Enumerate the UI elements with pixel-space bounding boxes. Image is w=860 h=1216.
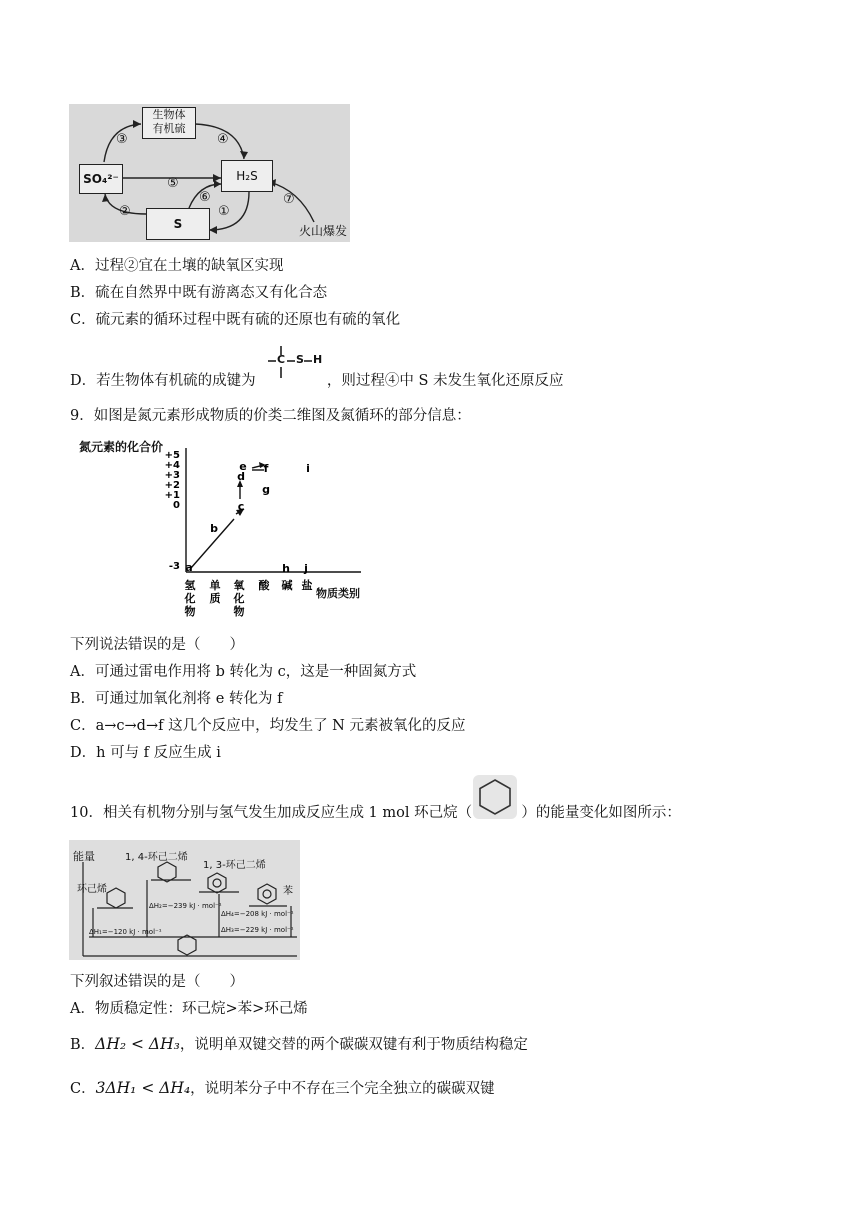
q9-option-a: A．可通过雷电作用将 b 转化为 c，这是一种固氮方式	[70, 664, 417, 680]
x-category-label: 化	[233, 592, 245, 605]
fig-benzene-label: 苯	[283, 886, 293, 897]
point-label-a: a	[185, 561, 193, 574]
y-tick-label: +4	[164, 460, 180, 471]
bio-box-line1: 生物体	[152, 108, 186, 121]
bio-box-line2: 有机硫	[152, 122, 186, 135]
point-label-h: h	[282, 562, 290, 575]
q10-stem-pre: 10．相关有机物分别与氢气发生加成反应生成 1 mol 环己烷（	[70, 805, 473, 821]
x-category-label: 物	[184, 605, 196, 618]
q10-option-b-text: ，说明单双键交替的两个碳碳双键有利于物质结构稳定	[179, 1037, 528, 1053]
q10-option-b	[70, 1034, 528, 1055]
x-category-label: 碱	[281, 579, 293, 592]
q10-option-c-label: C．	[70, 1081, 96, 1097]
q9-option-c: C．a→c→d→f 这几个反应中，均发生了 N 元素被氧化的反应	[70, 718, 466, 734]
q9-option-b: B．可通过加氧化剂将 e 转化为 f	[70, 691, 283, 707]
label-1: ①	[218, 204, 230, 219]
x-category-label: 物	[233, 605, 245, 618]
bond-s: S	[296, 353, 304, 366]
fig-dh2: ΔH₂=−239 kJ · mol⁻¹	[149, 902, 222, 910]
q10-option-b-math: ΔH₂ < ΔH₃	[95, 1035, 180, 1053]
label-3: ③	[116, 132, 128, 147]
energy-figure	[69, 840, 300, 960]
y-tick-label: +3	[164, 470, 180, 481]
label-2: ②	[119, 204, 131, 219]
nitrogen-valence-chart	[76, 432, 376, 627]
point-label-e: e	[239, 460, 247, 473]
sulfur-cycle-figure	[69, 104, 350, 242]
q9-prompt: 下列说法错误的是（ ）	[70, 637, 244, 653]
bond-h: H	[313, 353, 323, 366]
q10-prompt: 下列叙述错误的是（ ）	[70, 974, 244, 990]
q10-option-a: A．物质稳定性：环己烷>苯>环己烯	[70, 1001, 308, 1017]
bio-organic-sulfur-box	[142, 107, 196, 139]
y-tick-label: 0	[173, 500, 180, 511]
point-label-d: d	[237, 470, 245, 483]
fig-cyclohexene-label: 环己烯	[77, 884, 107, 895]
point-label-b: b	[210, 522, 218, 535]
x-category-label: 化	[184, 592, 196, 605]
q8-option-b: B．硫在自然界中既有游离态又有化合态	[70, 285, 328, 301]
point-label-g: g	[262, 483, 270, 496]
x-category-label: 酸	[258, 579, 270, 592]
y-tick-label: +5	[164, 450, 180, 461]
y-tick-label: +1	[164, 490, 180, 501]
q9-stem: 9．如图是氮元素形成物质的价类二维图及氮循环的部分信息：	[70, 408, 471, 424]
point-label-j: j	[304, 562, 308, 575]
sulfur-box: S	[146, 208, 210, 240]
label-4: ④	[217, 132, 229, 147]
q10-option-b-label: B．	[70, 1037, 96, 1053]
y-tick-label: -3	[168, 561, 180, 572]
x-category-label: 氧	[233, 579, 245, 592]
volcano-label: 火山爆发	[299, 224, 348, 238]
fig-dh1: ΔH₁=−120 kJ · mol⁻¹	[89, 928, 162, 936]
x-category-label: 盐	[301, 579, 313, 592]
q10-option-c-math: 3ΔH₁ < ΔH₄	[95, 1079, 191, 1097]
bond-c: C	[277, 353, 286, 366]
point-label-f: f	[263, 462, 269, 475]
chart-ylabel: 氮元素的化合价	[79, 440, 164, 454]
y-tick-label: +2	[164, 480, 180, 491]
x-category-label: 单	[209, 579, 221, 592]
x-category-label: 质	[209, 592, 221, 605]
label-6: ⑥	[199, 190, 211, 205]
q8-option-a: A．过程②宜在土壤的缺氧区实现	[70, 258, 284, 274]
q9-option-d: D．h 可与 f 反应生成 i	[70, 745, 221, 761]
q8-option-d-pre: D．若生物体有机硫的成键为	[70, 373, 256, 389]
chart-xlabel: 物质类别	[316, 587, 360, 600]
cyclohexane-icon	[473, 775, 517, 819]
point-label-i: i	[306, 462, 310, 475]
fig-dh4: ΔH₄=−208 kJ · mol⁻¹	[221, 910, 294, 918]
h2s-box: H₂S	[221, 160, 273, 192]
fig-13-label: 1, 3-环己二烯	[203, 860, 266, 871]
q8-option-c: C．硫元素的循环过程中既有硫的还原也有硫的氧化	[70, 312, 401, 328]
sulfate-box: SO₄²⁻	[79, 164, 123, 194]
q10-option-c-text: ，说明苯分子中不存在三个完全独立的碳碳双键	[190, 1081, 495, 1097]
fig-14-label: 1, 4-环己二烯	[125, 852, 188, 863]
bond-structure	[262, 344, 324, 384]
q10-stem-post: ）的能量变化如图所示：	[521, 805, 681, 821]
x-category-label: 氢	[184, 579, 196, 592]
label-7: ⑦	[283, 192, 295, 207]
q10-option-c	[70, 1078, 495, 1099]
q8-option-d-post: ，则过程④中 S 未发生氧化还原反应	[326, 373, 564, 389]
q10-stem	[70, 803, 681, 823]
fig-dh3: ΔH₃=−229 kJ · mol⁻¹	[221, 926, 294, 934]
point-label-c: c	[237, 500, 245, 513]
fig-energy-label: 能量	[73, 850, 95, 863]
label-5: ⑤	[167, 176, 179, 191]
